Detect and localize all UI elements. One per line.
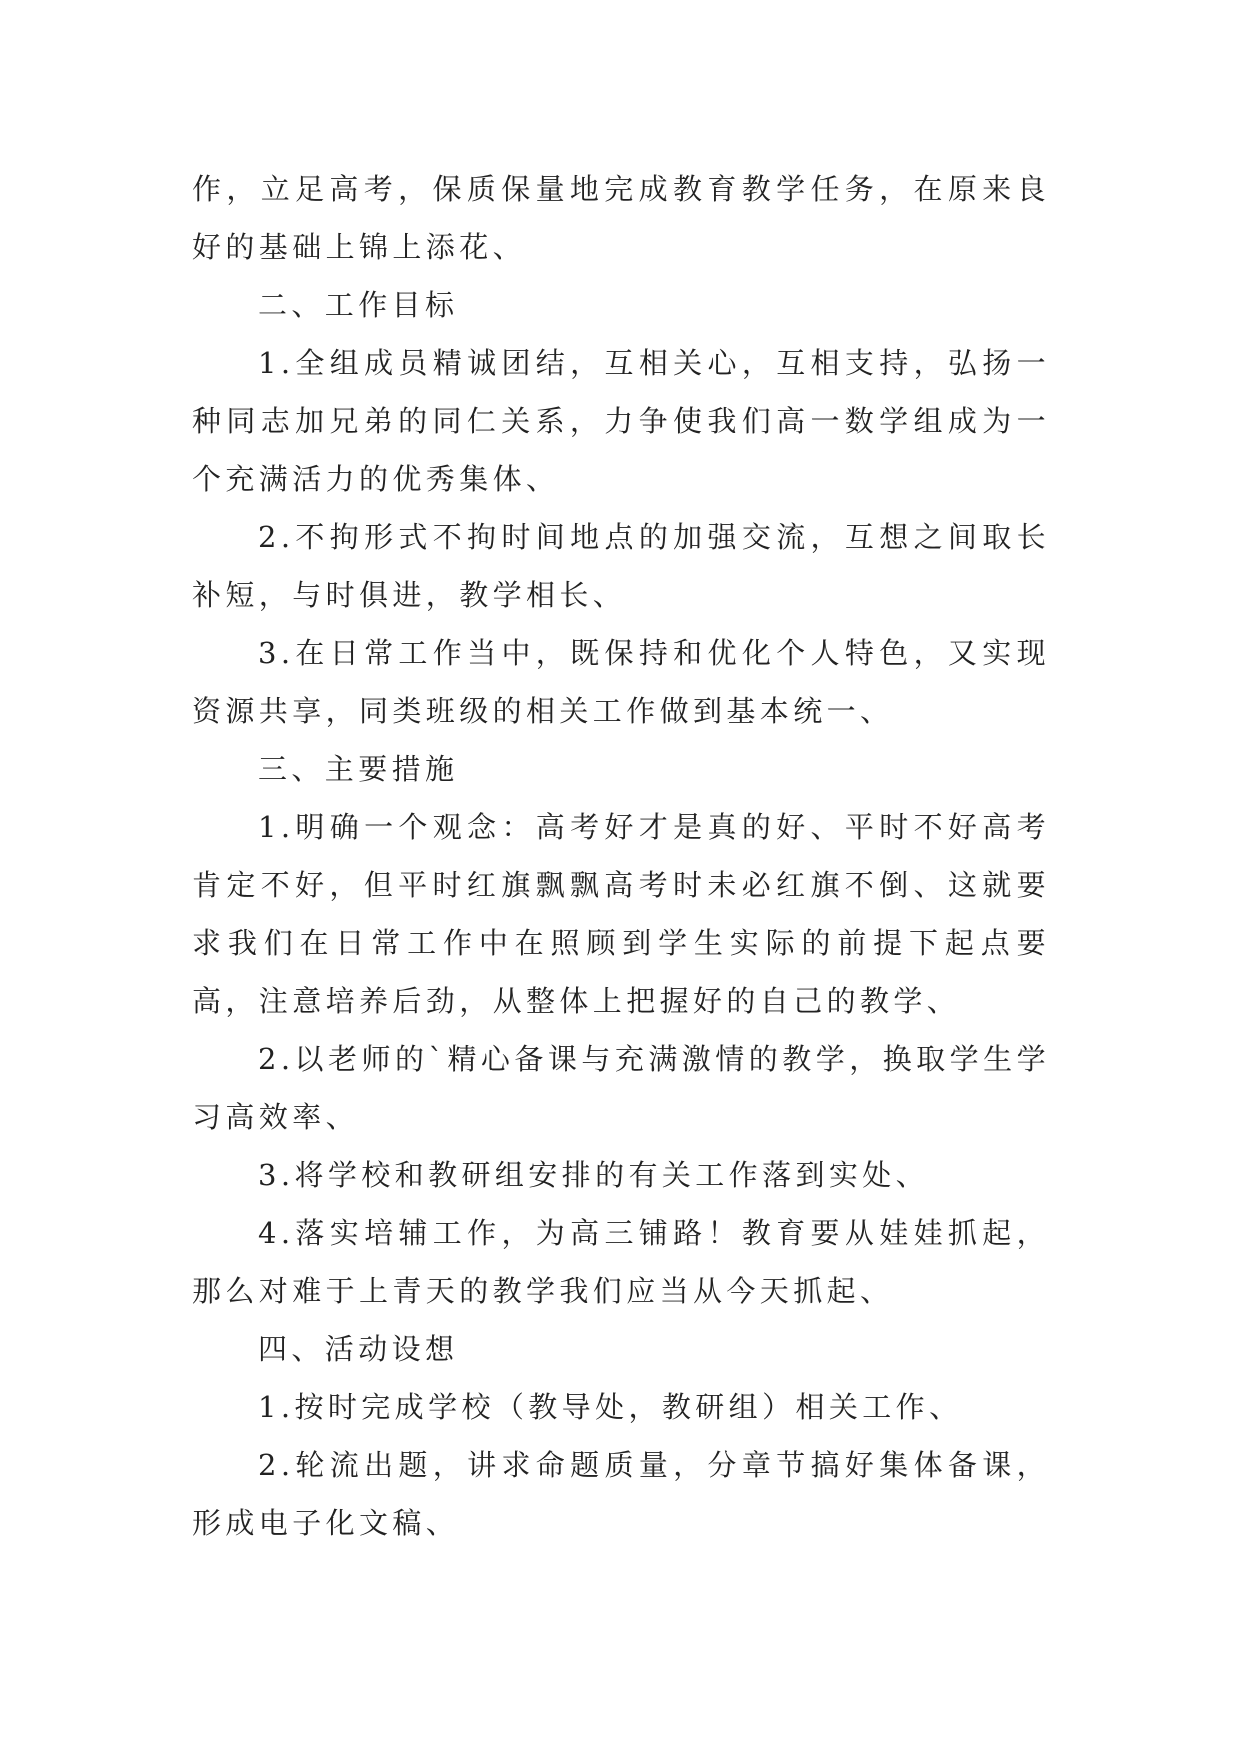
goal-item-1: 1.全组成员精诚团结，互相关心，互相支持，弘扬一种同志加兄弟的同仁关系，力争使我们高一数学组成为一个充满活力的优秀集体、 xyxy=(192,346,1050,496)
measure-item-1: 1.明确一个观念：高考好才是真的好、平时不好高考肯定不好，但平时红旗飘飘高考时未必红旗不倒、这就要求我们在日常工作中在照顾到学生实际的前提下起点要高，注意培养后劲，从整体上把握好的自己的教学、 xyxy=(192,810,1050,1018)
goal-item-2: 2.不拘形式不拘时间地点的加强交流，互想之间取长补短，与时俱进，教学相长、 xyxy=(192,520,1050,612)
activity-item-2: 2.轮流出题，讲求命题质量，分章节搞好集体备课，形成电子化文稿、 xyxy=(192,1448,1050,1540)
goal-item-3: 3.在日常工作当中，既保持和优化个人特色，又实现资源共享，同类班级的相关工作做到基本统一、 xyxy=(192,636,1050,728)
section-heading-goals: 二、工作目标 xyxy=(258,288,459,322)
paragraph-continued: 作，立足高考，保质保量地完成教育教学任务，在原来良好的基础上锦上添花、 xyxy=(192,172,1050,264)
measure-item-2: 2.以老师的`精心备课与充满激情的教学，换取学生学习高效率、 xyxy=(192,1042,1050,1134)
measure-item-4: 4.落实培辅工作，为高三铺路！教育要从娃娃抓起，那么对难于上青天的教学我们应当从今天抓起、 xyxy=(192,1216,1050,1308)
section-heading-measures: 三、主要措施 xyxy=(258,752,459,786)
measure-item-3: 3.将学校和教研组安排的有关工作落到实处、 xyxy=(258,1158,930,1192)
document-body xyxy=(192,160,1050,1552)
activity-item-1: 1.按时完成学校（教导处，教研组）相关工作、 xyxy=(258,1390,963,1424)
section-heading-activities: 四、活动设想 xyxy=(258,1332,459,1366)
